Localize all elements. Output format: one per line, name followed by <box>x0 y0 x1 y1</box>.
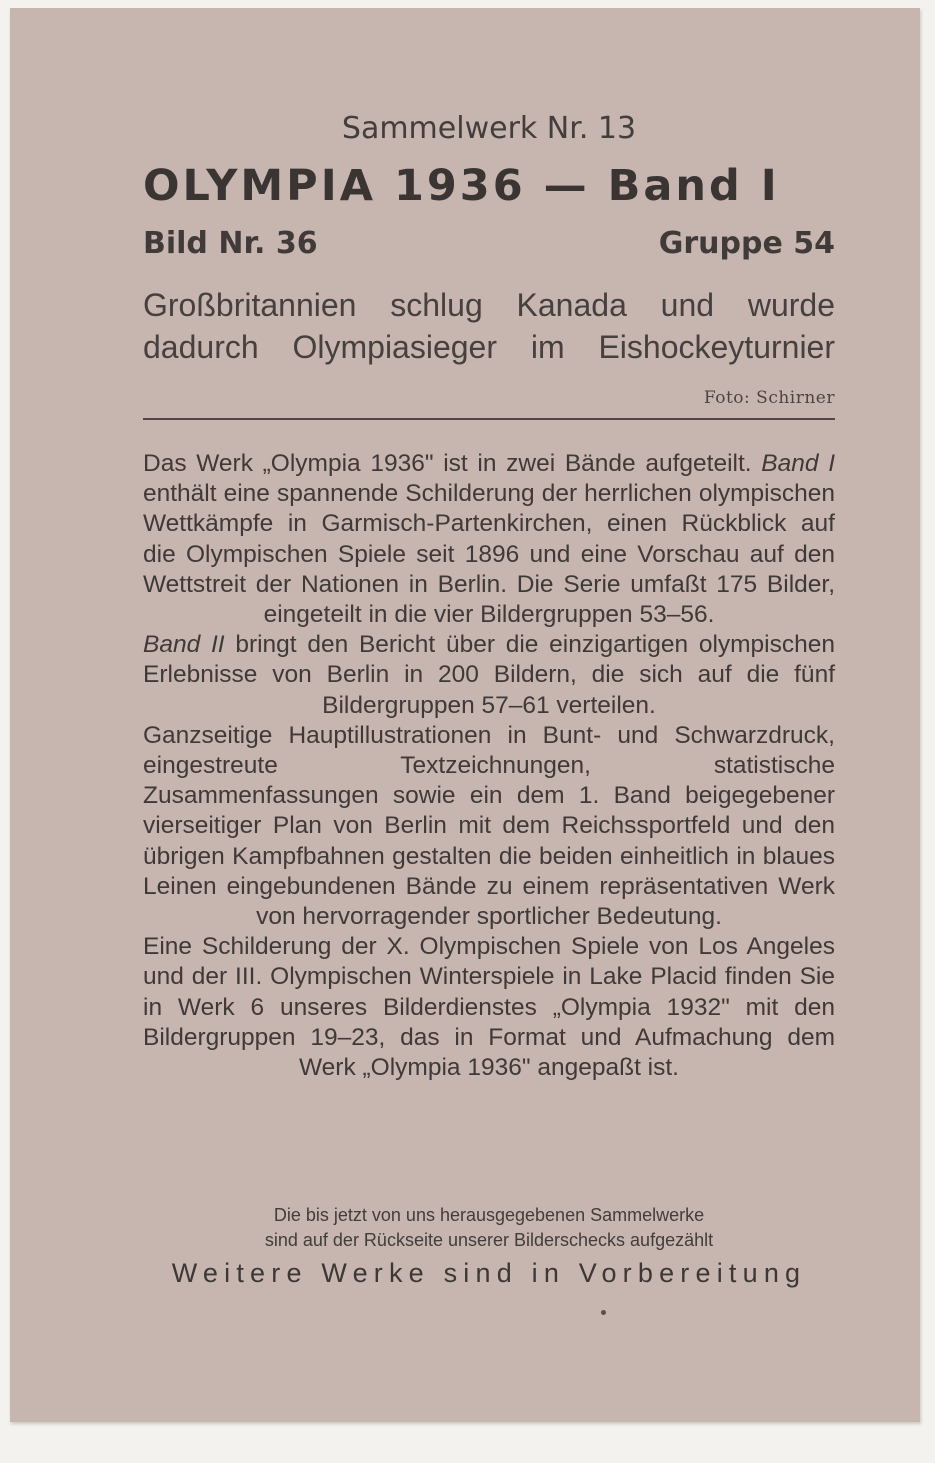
description-text <box>143 449 835 1083</box>
group-number: Gruppe 54 <box>658 226 835 261</box>
series-label: Sammelwerk Nr. 13 <box>341 111 637 146</box>
caption-line-2: dadurch Olympiasieger im Eishockeyturnier <box>143 329 835 365</box>
band-2-label: Band II <box>143 631 225 659</box>
paragraph-1-lead: Das Werk „Olympia 1936" ist in zwei Bände aufgeteilt. <box>143 450 752 477</box>
paragraph-1-rest: enthält eine spannende Schilderung der herrlichen olympischen Wettkämpfe in Garmisch-Partenkirchen, einen Rückblick auf die Olympischen Spiele seit 1896 und eine Vorschau auf den Wettstreit der Nationen in Berlin. Die Serie umfaßt 175 Bilder, eingeteilt in die vier Bildergruppen 53–56. <box>143 480 835 629</box>
notice-line-1: Die bis jetzt von uns herausgegebenen Sammelwerke <box>273 1205 705 1225</box>
picture-caption <box>143 284 835 368</box>
caption-line-1: Großbritannien schlug Kanada und wurde <box>143 287 835 323</box>
notice-line-2: sind auf der Rückseite unserer Bilderschecks aufgezählt <box>264 1230 714 1250</box>
picture-number: Bild Nr. 36 <box>143 226 318 261</box>
paper-speck <box>601 1310 606 1315</box>
collection-notice <box>143 1203 835 1253</box>
paragraph-olympia-1932: Eine Schilderung der X. Olympischen Spiele von Los Angeles und der III. Olympischen Winterspiele in Lake Placid finden Sie in Werk 6 unseres Bilderdienstes „Olympia 1932" mit den Bildergruppen 19–23, das in Format und Aufmachung dem Werk „Olympia 1936" angepaßt ist. <box>143 933 835 1082</box>
photo-credit: Foto: Schirner <box>703 388 835 408</box>
paragraph-2-rest: bringt den Bericht über die einzigartigen olympischen Erlebnisse von Berlin in 200 Bildern, die sich auf die fünf Bildergruppen 57–61 verteilen. <box>143 631 836 719</box>
band-1-label: Band I <box>761 450 836 477</box>
paragraph-band-2 <box>143 630 835 721</box>
footer-announcement: Weitere Werke sind in Vorbereitung <box>171 1258 807 1288</box>
card-meta-row <box>143 226 835 261</box>
card-title: OLYMPIA 1936 — Band I <box>143 161 780 211</box>
divider-rule <box>143 418 835 420</box>
paragraph-band-1 <box>143 449 835 630</box>
collector-card-back <box>10 8 920 1422</box>
paragraph-features: Ganzseitige Hauptillustrationen in Bunt- und Schwarzdruck, eingestreute Textzeichnungen, statistische Zusammenfassungen sowie ein dem 1. Band beigegebener vierseitiger Plan von Berlin mit dem Reichssportfeld und den übrigen Kampfbahnen gestalten die beiden einheitlich in blaues Leinen eingebundenen Bände zu einem repräsentativen Werk von hervorragender sportlicher Bedeutung. <box>143 721 835 931</box>
